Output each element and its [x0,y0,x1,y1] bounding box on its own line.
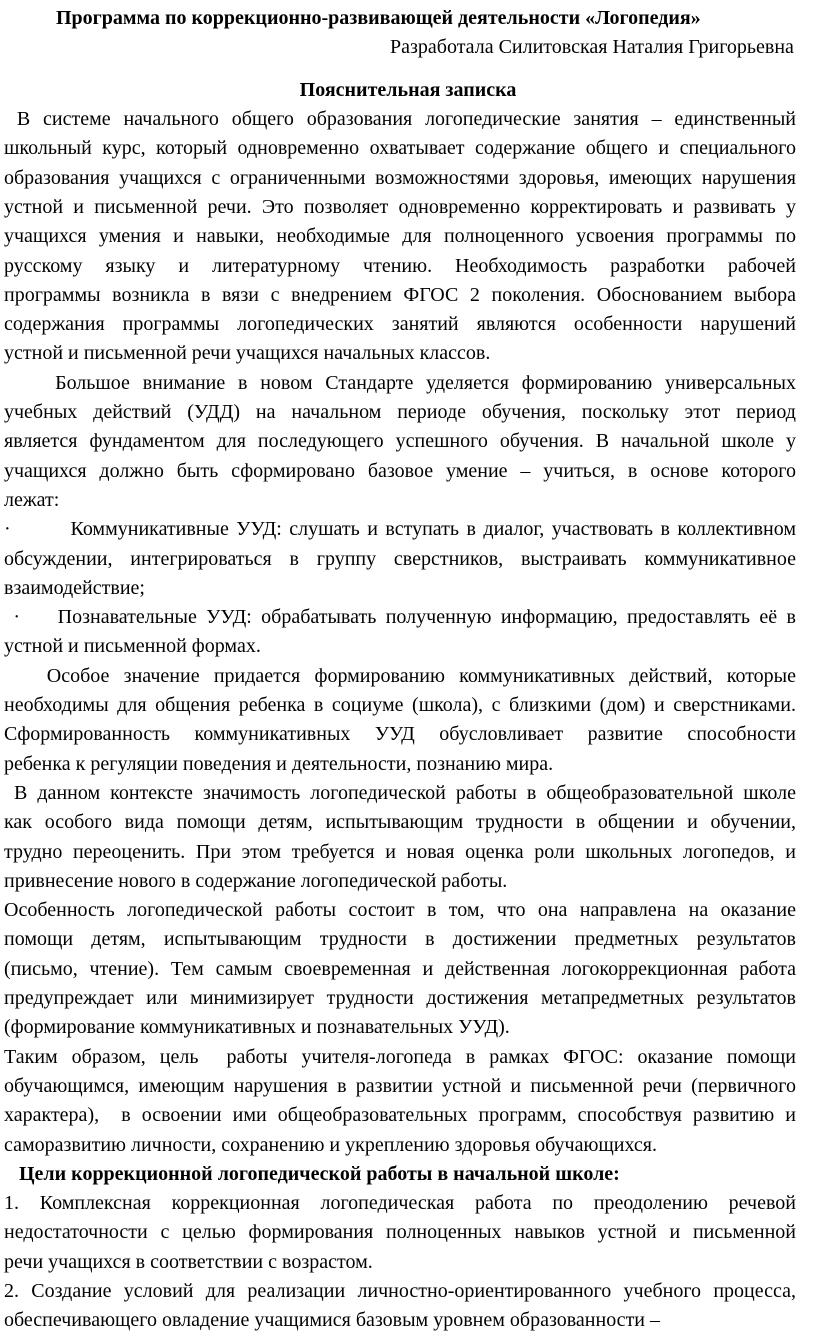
text-line: обеспечивающего овладение учащимися базовым уровнем образованности – [4,1309,661,1332]
text-line: программы возникла в вязи с внедрением ФГОС 2 поколения. Обоснованием выбора [4,283,796,306]
text-line: привнесение нового в содержание логопедической работы. [4,869,508,892]
text-line: Сформированность коммуникативных УУД обусловливает развитие способности [4,723,796,746]
text-line: саморазвитию личности, сохранению и укреплению здоровья обучающихся. [4,1133,657,1156]
text-line: устной и письменной речи учащихся начальных классов. [4,342,491,365]
text-line: 2. Создание условий для реализации личностно-ориентированного учебного процесса, [4,1280,796,1302]
text-line: характера), в освоении ими общеобразовательных программ, способствуя развитию и [4,1104,796,1127]
text-line: Большое внимание в новом Стандарте уделяется формированию универсальных [4,371,796,394]
text-line: лежат: [4,488,60,511]
text-line: содержания программы логопедических занятий являются особенности нарушений [4,313,796,336]
text-line: предупреждает или минимизирует трудности достижения метапредметных результатов [4,987,796,1009]
text-line: · Коммуникативные УУД: слушать и вступать в диалог, участвовать в коллективном [4,518,796,541]
text-line: учащихся должно быть сформировано базовое умение – учиться, в основе которого [4,459,796,482]
subheading-line: Цели коррекционной логопедической работы в начальной школе: [4,1162,620,1185]
text-line: · Познавательные УУД: обрабатывать полученную информацию, предоставлять её в [4,606,796,629]
text-line: школьный курс, который одновременно охватывает содержание общего и специального [4,137,796,160]
text-line: трудно переоценить. При этом требуется и новая оценка роли школьных логопедов, и [4,840,796,863]
text-line: ребенка к регуляции поведения и деятельности, познанию мира. [4,752,554,775]
text-line: В данном контексте значимость логопедической работы в общеобразовательной школе [4,781,796,804]
text-line: как особого вида помощи детям, испытывающим трудности в общении и обучении, [4,811,796,834]
text-line: является фундаментом для последующего успешного обучения. В начальной школе у [4,430,796,453]
text-line: 1. Комплексная коррекционная логопедическая работа по преодолению речевой [4,1192,796,1215]
author-line: Разработала Силитовская Наталия Григорьевна [390,36,794,58]
text-line: взаимодействие; [4,576,145,599]
text-line: русскому языку и литературному чтению. Необходимость разработки рабочей [4,254,796,277]
text-line: учащихся умения и навыки, необходимые для полноценного усвоения программы по [4,225,796,248]
document-title: Программа по коррекционно-развивающей деятельности «Логопедия» [56,7,701,29]
text-line: образования учащихся с ограниченными возможностями здоровья, имеющих нарушения [4,166,796,189]
text-line: Особое значение придается формированию коммуникативных действий, которые [4,664,796,687]
text-line: учебных действий (УДД) на начальном периоде обучения, поскольку этот период [4,401,796,423]
text-line: (формирование коммуникативных и познавательных УУД). [4,1016,510,1039]
text-line: Особенность логопедической работы состоит в том, что она направлена на оказание [4,899,796,922]
text-line: помощи детям, испытывающим трудности в достижении предметных результатов [4,928,796,951]
text-line: обучающимся, имеющим нарушения в развитии устной и письменной речи (первичного [4,1074,796,1097]
section-heading: Пояснительная записка [299,79,517,101]
text-line: устной и письменной формах. [4,635,261,658]
text-line: недостаточности с целью формирования полноценных навыков устной и письменной [4,1221,796,1244]
text-line: (письмо, чтение). Тем самым своевременная и действенная логокоррекционная работа [4,957,796,980]
text-line: речи учащихся в соответствии с возрастом. [4,1250,373,1273]
text-line: В системе начального общего образования логопедические занятия – единственный [4,108,796,130]
text-line: обсуждении, интегрироваться в группу сверстников, выстраивать коммуникативное [4,547,796,570]
text-line: Таким образом, цель работы учителя-логопеда в рамках ФГОС: оказание помощи [4,1045,796,1068]
text-line: необходимы для общения ребенка в социуме (школа), с близкими (дом) и сверстниками. [4,694,796,716]
text-line: устной и письменной речи. Это позволяет одновременно корректировать и развивать у [4,195,796,218]
